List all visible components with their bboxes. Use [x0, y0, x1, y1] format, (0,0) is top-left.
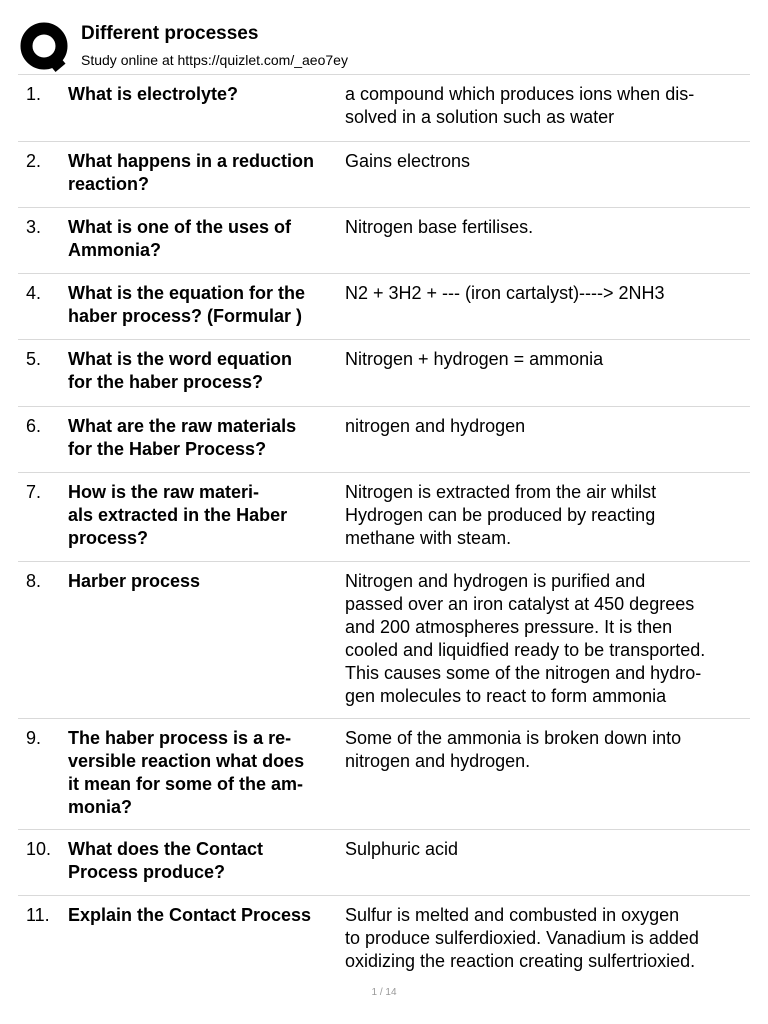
- answer: Nitrogen is extracted from the air whilst Hydrogen can be produced by reacting methane with steam.: [345, 482, 657, 548]
- table-row: [18, 472, 750, 561]
- question: What happens in a reduction reaction?: [68, 151, 315, 194]
- page-number: 1 / 14: [371, 987, 397, 998]
- answer: a compound which produces ions when dis- solved in a solution such as water: [345, 84, 695, 127]
- question: What is electrolyte?: [68, 84, 239, 104]
- answer: Sulfur is melted and combusted in oxygen to produce sulferdioxied. Vanadium is added oxidizing the reaction creating sulfertrioxied.: [345, 905, 699, 971]
- row-number: 5.: [26, 349, 42, 369]
- question: How is the raw materi- als extracted in the Haber process?: [68, 482, 288, 548]
- row-number: 4.: [26, 283, 42, 303]
- answer: nitrogen and hydrogen: [345, 416, 526, 436]
- table-row: [18, 895, 750, 985]
- row-number: 6.: [26, 416, 42, 436]
- row-number: 3.: [26, 217, 42, 237]
- answer: N2 + 3H2 + --- (iron cartalyst)----> 2NH3: [345, 283, 665, 303]
- header: [20, 22, 750, 74]
- row-number: 8.: [26, 571, 42, 591]
- answer: Nitrogen and hydrogen is purified and passed over an iron catalyst at 450 degrees and 200 atmospheres pressure. It is then cooled and liquidfied ready to be transported. This causes some of the nitrogen and hydro- gen molecules to react to form ammonia: [345, 571, 706, 706]
- question: What is one of the uses of Ammonia?: [68, 217, 292, 260]
- table-row: [18, 561, 750, 718]
- answer: Nitrogen + hydrogen = ammonia: [345, 349, 604, 369]
- table-row: [18, 207, 750, 273]
- question: Explain the Contact Process: [68, 905, 312, 925]
- row-number: 11.: [26, 905, 50, 925]
- answer: Gains electrons: [345, 151, 471, 171]
- answer: Sulphuric acid: [345, 839, 459, 859]
- table-row: [18, 718, 750, 829]
- question: The haber process is a re- versible reaction what does it mean for some of the am- monia?: [68, 728, 305, 817]
- question: What is the word equation for the haber process?: [68, 349, 292, 392]
- question: What are the raw materials for the Haber Process?: [68, 416, 297, 459]
- row-number: 1.: [26, 84, 42, 104]
- answer: Nitrogen base fertilises.: [345, 217, 534, 237]
- page-title: Different processes: [81, 23, 259, 44]
- question: What is the equation for the haber process? (Formular ): [68, 283, 305, 326]
- study-online-link[interactable]: Study online at https://quizlet.com/_aeo7ey: [81, 52, 348, 68]
- table-row: [18, 829, 750, 895]
- row-number: 7.: [26, 482, 42, 502]
- flashcard-table: [18, 74, 750, 985]
- row-number: 10.: [26, 839, 52, 859]
- table-row: [18, 273, 750, 339]
- table-row: [18, 406, 750, 472]
- table-row: [18, 74, 750, 141]
- table-row: [18, 141, 750, 207]
- row-number: 9.: [26, 728, 42, 748]
- quizlet-logo-icon: [20, 22, 70, 72]
- question: Harber process: [68, 571, 201, 591]
- question: What does the Contact Process produce?: [68, 839, 264, 882]
- table-row: [18, 339, 750, 406]
- row-number: 2.: [26, 151, 42, 171]
- answer: Some of the ammonia is broken down into nitrogen and hydrogen.: [345, 728, 682, 771]
